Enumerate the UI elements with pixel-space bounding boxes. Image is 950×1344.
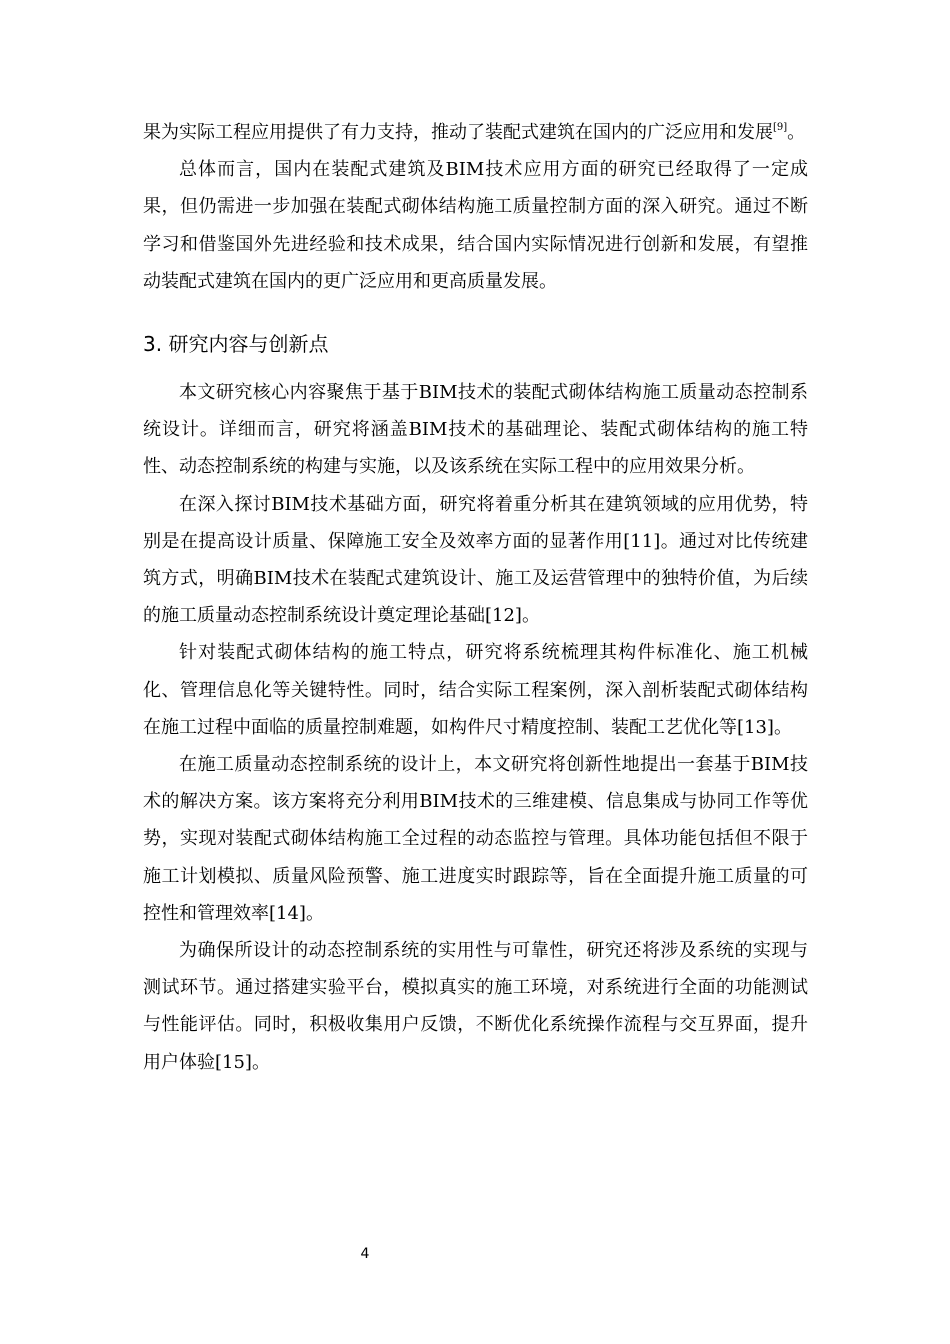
page-number-text: 4	[360, 1246, 370, 1262]
section-paragraph-2: 在深入探讨BIM技术基础方面，研究将着重分析其在建筑领域的应用优势，特别是在提高设计质量、保障施工安全及效率方面的显著作用[11]。通过对比传统建筑方式，明确BIM技术在装配式建筑设计、施工及运营管理中的独特价值，为后续的施工质量动态控制系统设计奠定理论基础[12]。	[143, 493, 808, 627]
paragraph-tail: 。	[787, 122, 806, 143]
section-paragraph-4: 在施工质量动态控制系统的设计上，本文研究将创新性地提出一套基于BIM技术的解决方案。该方案将充分利用BIM技术的三维建模、信息集成与协同工作等优势，实现对装配式砌体结构施工全过程的动态监控与管理。具体功能包括但不限于施工计划模拟、质量风险预警、施工进度实时跟踪等，旨在全面提升施工质量的可控性和管理效率[14]。	[143, 754, 808, 924]
page-content	[143, 114, 808, 1081]
paragraph-text: 果为实际工程应用提供了有力支持，推动了装配式建筑在国内的广泛应用和发展	[143, 122, 773, 143]
section-paragraph-1: 本文研究核心内容聚焦于基于BIM技术的装配式砌体结构施工质量动态控制系统设计。详细而言，研究将涵盖BIM技术的基础理论、装配式砌体结构的施工特性、动态控制系统的构建与实施，以及该系统在实际工程中的应用效果分析。	[143, 382, 808, 478]
page-number	[0, 1246, 730, 1262]
section-heading: 3. 研究内容与创新点	[143, 332, 329, 357]
section-paragraph-3: 针对装配式砌体结构的施工特点，研究将系统梳理其构件标准化、施工机械化、管理信息化等关键特性。同时，结合实际工程案例，深入剖析装配式砌体结构在施工过程中面临的质量控制难题，如构件尺寸精度控制、装配工艺优化等[13]。	[143, 642, 808, 738]
paragraph-continuation	[143, 114, 808, 151]
citation-superscript: [9]	[773, 122, 788, 133]
paragraph-summary: 总体而言，国内在装配式建筑及BIM技术应用方面的研究已经取得了一定成果，但仍需进一步加强在装配式砌体结构施工质量控制方面的深入研究。通过不断学习和借鉴国外先进经验和技术成果，结合国内实际情况进行创新和发展，有望推动装配式建筑在国内的更广泛应用和更高质量发展。	[143, 159, 808, 292]
section-paragraph-5: 为确保所设计的动态控制系统的实用性与可靠性，研究还将涉及系统的实现与测试环节。通过搭建实验平台，模拟真实的施工环境，对系统进行全面的功能测试与性能评估。同时，积极收集用户反馈，不断优化系统操作流程与交互界面，提升用户体验[15]。	[143, 940, 808, 1073]
